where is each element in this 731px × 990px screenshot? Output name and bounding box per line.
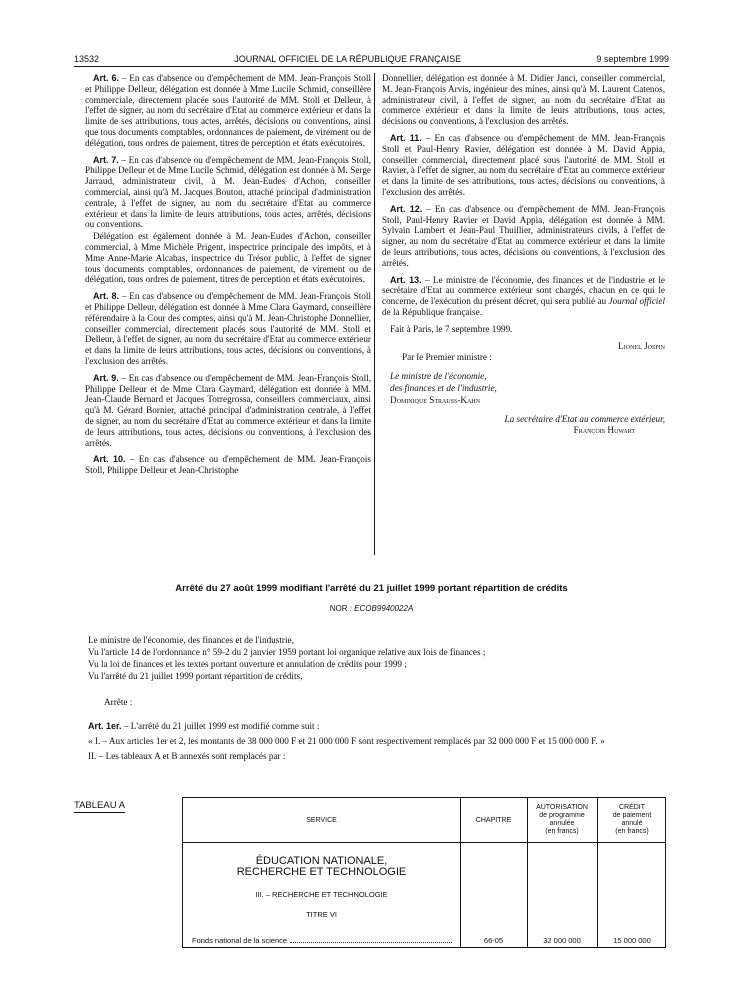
header-rule (74, 66, 669, 67)
decree-body (74, 634, 669, 762)
article-label: Art. 1er. (88, 721, 122, 731)
subsection-heading: III. – RECHERCHE ET TECHNOLOGIE (255, 890, 388, 899)
prime-minister-intro: Par le Premier ministre : (402, 352, 492, 363)
decree-intro: Le ministre de l'économie, des finances et de l'industrie, (88, 635, 294, 645)
left-column (85, 73, 371, 482)
page-number: 13532 (74, 54, 100, 64)
secretary-title: La secrétaire d'Etat au commerce extérieur, (504, 413, 665, 424)
minister-name: Dominique Strauss-Kahn (390, 394, 481, 405)
decree-article-1: Art. 1er. – L'arrêté du 21 juillet 1999 est modifié comme suit : (88, 721, 320, 731)
article-12: Art. 12. – En cas d'absence ou d'empêchement de MM. Jean-François Stoll, Paul-Henry Ravier et David Appia, délégation est donnée à MM. Sylvain Lambert et Jean-Paul Thuillier, administrateurs civils, à l'effet de signer, au nom du secrétaire d'Etat au commerce extérieur et dans la limite de leurs attributions, tous actes, décisions ou conventions, à l'exclusion des arrêtés. (382, 203, 665, 268)
article-10: Art. 10. – En cas d'absence ou d'empêchement de MM. Jean-François Stoll, Philippe Delleur et Jean-Christophe (85, 454, 371, 476)
section-heading: ÉDUCATION NATIONALE, RECHERCHE ET TECHNOLOGIE (236, 855, 407, 878)
article-label: Art. 7. (93, 154, 119, 165)
table-row-service: Fonds national de la science (192, 936, 454, 945)
vu-line-3: Vu l'arrêté du 21 juillet 1999 portant répartition de crédits, (88, 671, 303, 681)
decree-point-2: II. – Les tableaux A et B annexés sont remplacés par : (88, 751, 286, 761)
tableau-label: TABLEAU A (74, 800, 126, 811)
article-label: Art. 6. (93, 73, 120, 83)
journal-title: JOURNAL OFFICIEL DE LA RÉPUBLIQUE FRANÇAISE (234, 54, 462, 64)
article-6: Art. 6. – En cas d'absence ou d'empêchement de MM. Jean-François Stoll et Philippe Delleur, délégation est donnée à Mme Lucile Schmid, conseillère commerciale, directement placée sous l'autorité de MM. Stoll et Delleur, à l'effet de signer, au nom du secrétaire d'Etat au commerce extérieur et dans la limite de ses attributions, tous actes, arrêtés, décisions ou conventions, ainsi que tous documents comptables, ordonnances de paiement, de virement ou de délégation, tous ordres de paiement, titres de perception et états exécutoires. (85, 73, 371, 148)
article-8: Art. 8. – En cas d'absence ou d'empêchement de MM. Jean-François Stoll et Philippe Delleur, délégation est donnée à Mme Clara Gaymard, conseillère référendaire à la Cour des comptes, ainsi qu'à M. Jean-Christophe Donnellier, conseiller commercial, directement placés sous l'autorité de MM. Stoll et Delleur, à l'effet de signer, au nom du secrétaire d'Etat au commerce extérieur et dans la limite de leurs attributions, tous actes, décisions ou conventions, à l'exclusion des arrêtés. (85, 291, 371, 366)
signature-date: Fait à Paris, le 7 septembre 1999. (390, 323, 513, 334)
prime-minister-name: Lionel Jospin (618, 340, 665, 351)
journal-reference: Journal officiel (608, 296, 665, 307)
nor-code: ECOB9940022A (354, 604, 414, 613)
column-separator (374, 73, 375, 555)
article-7-delegation: Délégation est également donnée à M. Jean-Eudes d'Achon, conseiller commercial, à Mme Michèle Prigent, inspectrice principale des impôts, et à Mme Anne-Marie Alcabas, inspectrice du Trésor public, à l'effet de signer tous documents comptables, ordonnances de paiement, de virement ou de délégation, tous ordres de paiement, titres de perception et états exécutoires. (85, 231, 371, 285)
article-13: Art. 13. – Le ministre de l'économie, des finances et de l'industrie et le secrétaire d'Etat au commerce extérieur sont chargés, chacun en ce qui le concerne, de l'exécution du présent décret, qui sera publié au Journal officiel de la République française. (382, 274, 665, 317)
article-label: Art. 9. (93, 372, 119, 383)
titre-heading: TITRE VI (306, 910, 337, 919)
header-autorisation: AUTORISATION de programme annulée (en francs) (536, 804, 588, 835)
header-service: SERVICE (306, 816, 337, 824)
article-11: Art. 11. – En cas d'absence ou d'empêchement de MM. Jean-François Stoll et Paul-Henry Ravier, délégation est donnée à M. David Appia, conseiller commercial, directement placé sous l'autorité de MM. Stoll et Ravier, à l'effet de signer, au nom du secrétaire d'Etat au commerce extérieur et dans la limite de ses attributions, tous actes, décisions ou conventions, à l'exclusion des arrêtés. (382, 132, 666, 197)
nor-reference: NOR : ECOB9940022A (329, 604, 414, 613)
article-label: Art. 11. (390, 132, 422, 143)
secretary-name: François Huwart (573, 425, 635, 436)
article-label: Art. 13. (390, 274, 422, 285)
article-10-continued: Donnellier, délégation est donnée à M. Didier Janci, conseiller commercial, M. Jean-François Arvis, ingénieur des mines, ainsi qu'à M. Laurent Catenos, administrateur civil, à l'effet de signer, au nom du secrétaire d'Etat au commerce extérieur et dans la limite de leurs attributions, tous actes, décisions ou conventions, à l'exclusion des arrêtés. (382, 73, 665, 127)
decree-title: Arrêté du 27 août 1999 modifiant l'arrêté du 21 juillet 1999 portant répartition de crédits (175, 583, 568, 594)
table-row-autorisation: 32 000 000 (543, 936, 581, 945)
arrete-line: Arrête : (104, 697, 133, 707)
table-row-chapitre: 66-05 (483, 936, 504, 945)
tableau-a-table (182, 797, 666, 948)
vu-line-1: Vu l'article 14 de l'ordonnance n° 59-2 du 2 janvier 1959 portant loi organique relative aux lois de finances ; (88, 647, 486, 657)
minister-title-line1: Le ministre de l'économie, (390, 371, 487, 382)
header-chapitre: CHAPITRE (475, 816, 512, 824)
article-label: Art. 10. (93, 454, 126, 465)
article-label: Art. 8. (93, 291, 120, 302)
right-column (382, 73, 665, 442)
article-9: Art. 9. – En cas d'absence ou d'empêchement de MM. Jean-François Stoll, Philippe Delleur et de Mme Clara Gaymard, délégation est donnée à MM. Jean-Claude Bernard et Jacques Torregrossa, conseillers commerciaux, ainsi qu'à M. Gérard Bornier, attaché principal d'administration centrale, à l'effet de signer, au nom du secrétaire d'Etat au commerce extérieur et dans la limite de leurs attributions, tous actes, décisions ou conventions, à l'exclusion des arrêtés. (85, 372, 372, 448)
page-header (74, 52, 669, 66)
header-credit: CRÉDIT de paiement annulé (en francs) (612, 804, 652, 835)
vu-line-2: Vu la loi de finances et les textes portant ouverture et annulation de crédits pour 1999 ; (88, 659, 407, 669)
article-label: Art. 12. (390, 203, 423, 214)
article-7: Art. 7. – En cas d'absence ou d'empêchement de MM. Jean-François Stoll, Philippe Delleur et de Mme Lucile Schmid, délégation est donnée à M. Serge Jarraud, administrateur civil, à M. Jean-Eudes d'Achon, conseiller commercial, ainsi qu'à M. Jacques Bouton, attaché principal d'administration centrale, à l'effet de signer, au nom du secrétaire d'Etat au commerce extérieur et dans la limite de leurs attributions, tous actes, arrêtés, décisions ou conventions. (85, 154, 372, 230)
decree-point-1: « I. – Aux articles 1er et 2, les montants de 38 000 000 F et 21 000 000 F sont respectivement remplacés par 32 000 000 F et 15 000 000 F. » (88, 736, 605, 746)
issue-date: 9 septembre 1999 (596, 54, 669, 64)
table-row-credit: 15 000 000 (613, 936, 651, 945)
minister-title-line2: des finances et de l'industrie, (390, 382, 497, 393)
table-header-rule (183, 842, 665, 843)
